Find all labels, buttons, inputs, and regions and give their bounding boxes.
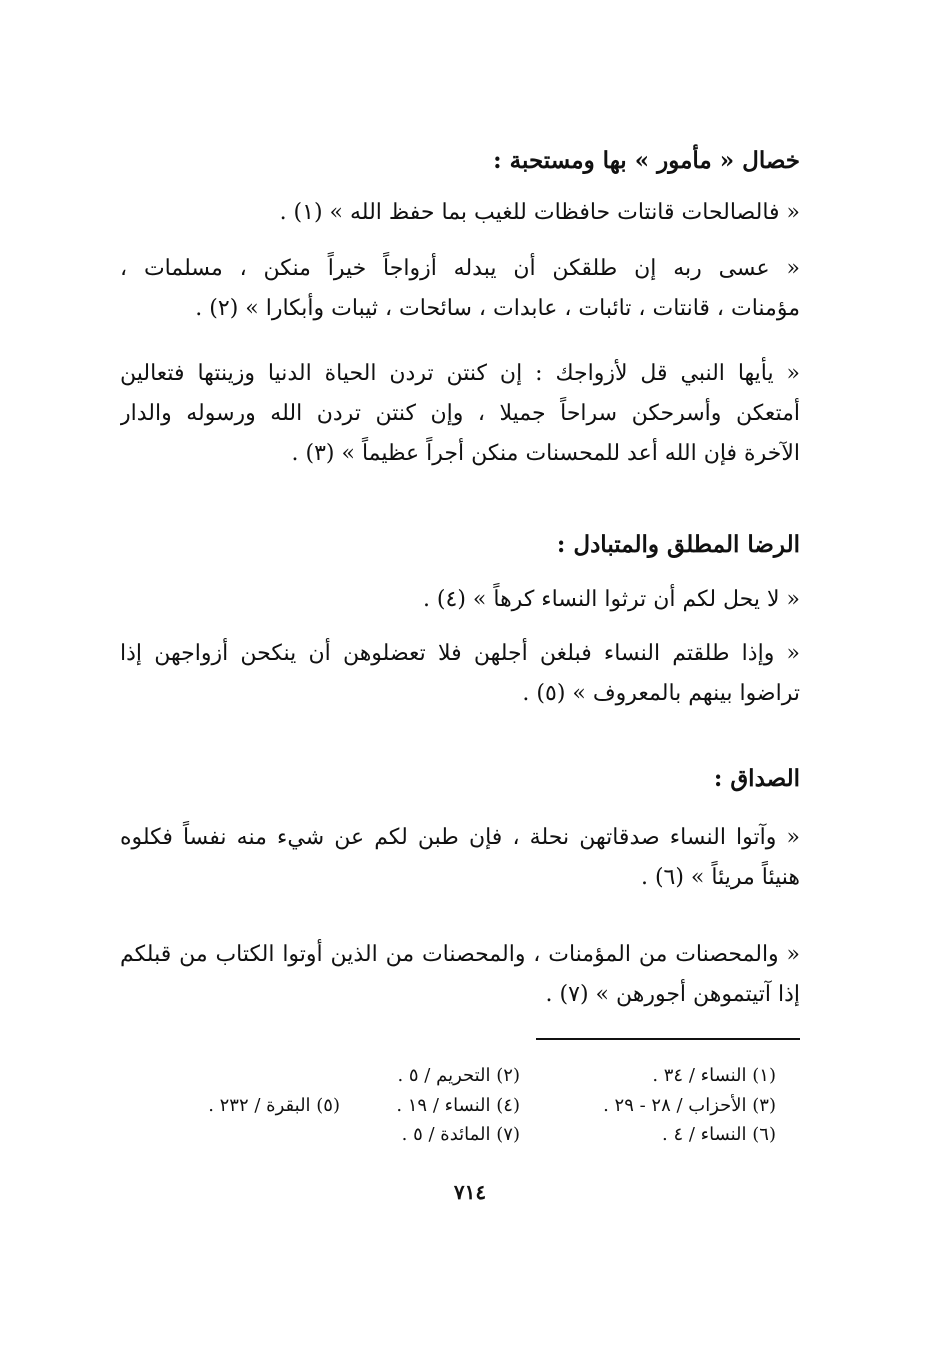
page-number: ٧١٤	[453, 1180, 487, 1204]
footnote-3: (٣) الأحزاب / ٢٨ - ٢٩ .	[603, 1095, 776, 1116]
section-heading-dowry: الصداق :	[713, 765, 800, 792]
verse-line: الآخرة فإن الله أعد للمحسنات منكن أجراً عظيماً » (٣) .	[291, 441, 800, 466]
verse-line: مؤمنات ، قانتات ، تائبات ، عابدات ، سائحات ، ثيبات وأبكارا » (٢) .	[195, 296, 800, 321]
verse-line: « يأيها النبي قل لأزواجك : إن كنتن تردن الحياة الدنيا وزينتها فتعالين	[120, 361, 800, 386]
footnote-7: (٧) المائدة / ٥ .	[401, 1124, 520, 1145]
verse-line: إذا آتيتموهن أجورهن » (٧) .	[545, 982, 800, 1007]
footnote-separator	[536, 1038, 800, 1040]
verse-line: « وآتوا النساء صدقاتهن نحلة ، فإن طبن لكم عن شيء منه نفساً فكلوه	[120, 825, 800, 850]
verse-line: تراضوا بينهم بالمعروف » (٥) .	[522, 681, 800, 706]
verse-dowries	[120, 818, 800, 898]
verse-divorce	[120, 634, 800, 714]
footnote-5: (٥) البقرة / ٢٣٢ .	[208, 1095, 340, 1116]
verse-line: « لا يحل لكم أن ترثوا النساء كرهاً » (٤) .	[422, 587, 800, 612]
verse-prophet-wives	[120, 354, 800, 474]
verse-better-wives	[120, 249, 800, 329]
verse-no-inheritance	[120, 580, 800, 620]
section-heading-virtues: خصال « مأمور » بها ومستحبة :	[493, 147, 800, 174]
verse-line: « وإذا طلقتم النساء فبلغن أجلهن فلا تعضلوهن أن ينكحن أزواجهن إذا	[120, 641, 800, 666]
verse-line: أمتعكن وأسرحكن سراحاً جميلا ، وإن كنتن تردن الله ورسوله والدار	[120, 401, 800, 426]
footnote-4: (٤) النساء / ١٩ .	[396, 1095, 520, 1116]
section-heading-consent: الرضا المطلق والمتبادل :	[556, 531, 800, 558]
verse-line: هنيئاً مريئاً » (٦) .	[640, 865, 800, 890]
verse-line: « عسى ربه إن طلقكن أن يبدله أزواجاً خيراً منكن ، مسلمات ،	[120, 256, 800, 281]
verse-line: « والمحصنات من المؤمنات ، والمحصنات من الذين أوتوا الكتاب من قبلكم	[120, 942, 800, 967]
footnote-1: (١) النساء / ٣٤ .	[652, 1065, 776, 1086]
verse-line: « فالصالحات قانتات حافظات للغيب بما حفظ الله » (١) .	[279, 200, 800, 225]
verse-righteous-women	[120, 193, 800, 233]
footnote-2: (٢) التحريم / ٥ .	[397, 1065, 520, 1086]
verse-chaste-women	[120, 935, 800, 1015]
footnote-6: (٦) النساء / ٤ .	[661, 1124, 776, 1145]
